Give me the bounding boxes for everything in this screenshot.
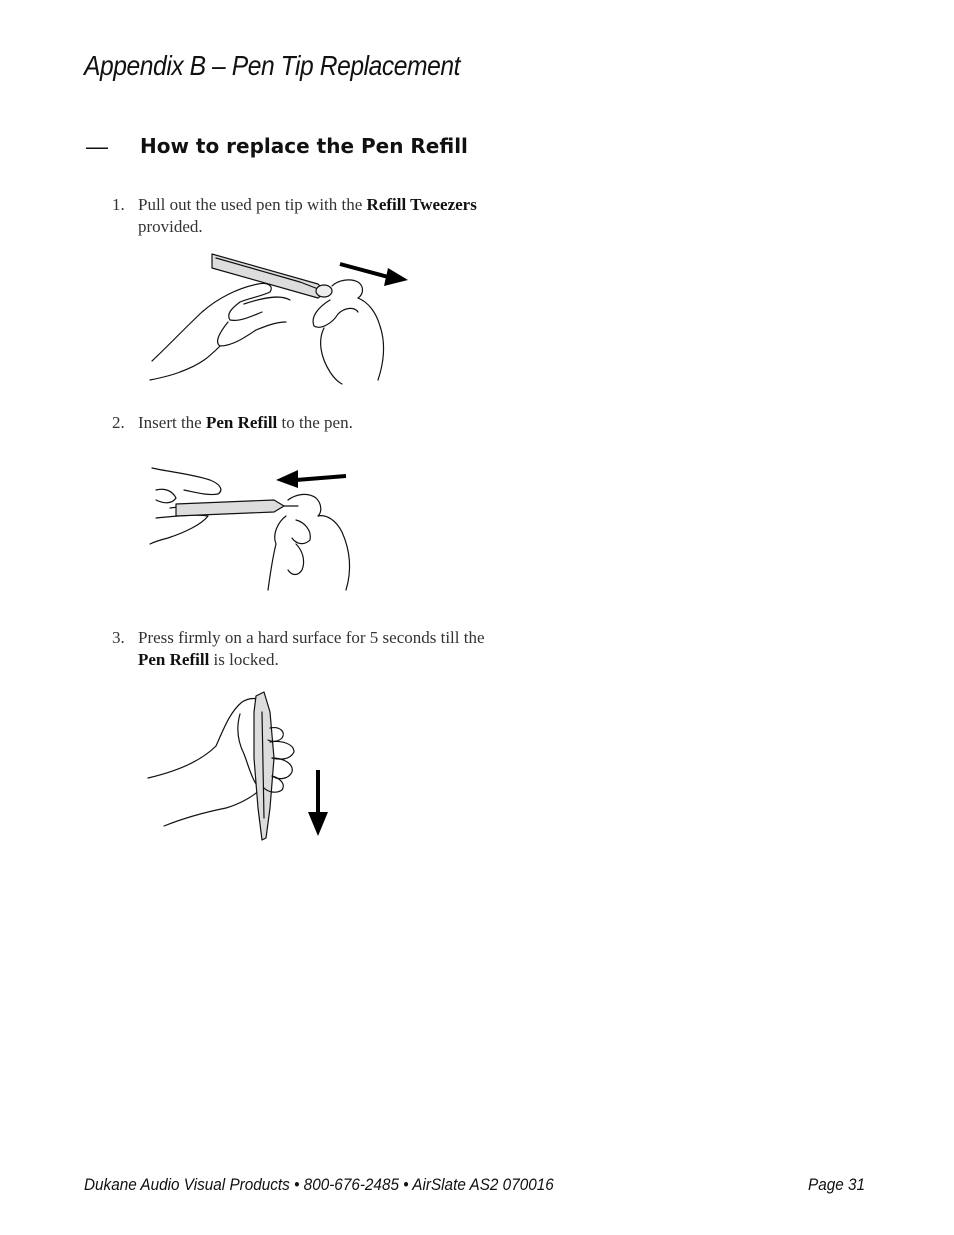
step-text-part: Insert the [138, 413, 206, 432]
step-bold-term: Pen Refill [205, 413, 278, 432]
arrow-left-icon [276, 470, 346, 488]
step-text [138, 194, 477, 238]
step-text [138, 627, 485, 671]
arrow-right-icon [340, 264, 408, 286]
step-bold-term: Pen Refill [138, 650, 210, 669]
arrow-down-icon [308, 770, 328, 836]
step-number: 1. [112, 195, 125, 214]
footer-page-number: Page 31 [808, 1175, 866, 1194]
section-title: How to replace the Pen Refill [140, 134, 468, 158]
press-pen-down-illustration [144, 688, 344, 848]
pull-pen-tip-illustration [140, 246, 420, 386]
step-number: 3. [112, 628, 125, 647]
step-number: 2. [112, 413, 125, 432]
step-bold-term: Refill Tweezers [366, 195, 477, 214]
insert-refill-illustration [146, 460, 366, 592]
step-text-part: is locked. [209, 650, 279, 669]
step-text-line: Press firmly on a hard surface for 5 seconds till the [138, 628, 485, 647]
step-text-part: Pull out the used pen tip with the [138, 195, 367, 214]
section-dash: — [86, 134, 108, 159]
footer-publisher: Dukane Audio Visual Products • 800-676-2485 • AirSlate AS2 070016 [84, 1175, 554, 1194]
step-text [138, 412, 353, 434]
page-title: Appendix B – Pen Tip Replacement [84, 50, 461, 81]
step-text-part: to the pen. [277, 413, 353, 432]
step-text-line: provided. [138, 217, 203, 236]
